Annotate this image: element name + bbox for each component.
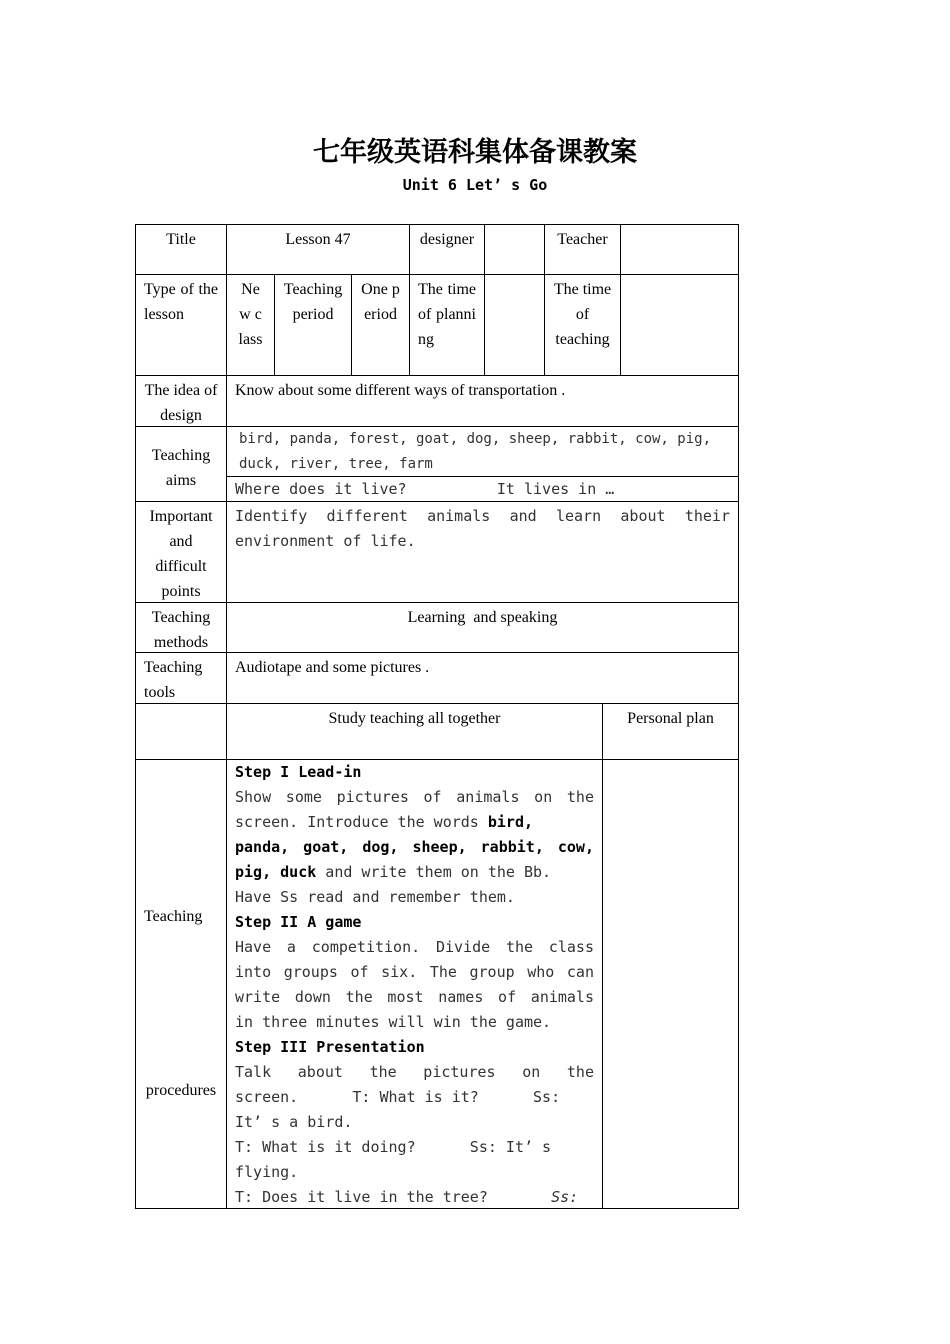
page-subtitle: Unit 6 Let’ s Go bbox=[402, 176, 548, 194]
lesson-plan-table bbox=[135, 224, 739, 1209]
points-label: Important and difficult points bbox=[149, 508, 213, 600]
step3-title: Step III Presentation bbox=[235, 1038, 425, 1056]
procedure-line: flying. bbox=[235, 1163, 299, 1181]
methods-value: Learning and speaking bbox=[407, 609, 558, 626]
procedure-line: Talk about the pictures on the bbox=[235, 1063, 594, 1081]
designer-label: designer bbox=[419, 231, 475, 248]
personal-plan-value bbox=[603, 760, 738, 1208]
teaching-period: Teaching period bbox=[283, 281, 343, 323]
procedure-line: Have a competition. Divide the class bbox=[235, 938, 594, 956]
procedure-line: pig, duck and write them on the Bb. bbox=[235, 863, 552, 881]
idea-label: The idea of design bbox=[144, 382, 218, 424]
procedure-line: Show some pictures of animals on the bbox=[235, 788, 594, 806]
lesson-name: Lesson 47 bbox=[285, 231, 351, 248]
aims-label: Teaching aims bbox=[151, 447, 211, 489]
study-together-header: Study teaching all together bbox=[328, 710, 501, 727]
procedure-line: in three minutes will win the game. bbox=[235, 1013, 552, 1031]
idea-value: Know about some different ways of transportation . bbox=[235, 382, 566, 399]
procedures-label-bottom: procedures bbox=[145, 1082, 217, 1099]
procedure-line: T: What is it doing? Ss: It’ s bbox=[235, 1138, 552, 1156]
teaching-time-value bbox=[621, 275, 738, 375]
procedure-line: screen. T: What is it? Ss: bbox=[235, 1088, 561, 1106]
procedure-content bbox=[227, 760, 602, 1208]
methods-label: Teaching methods bbox=[151, 609, 211, 651]
step2-title: Step II A game bbox=[235, 913, 362, 931]
aims-sentence: Where does it live? It lives in … bbox=[235, 480, 615, 498]
page-title: 七年级英语科集体备课教案 bbox=[313, 137, 637, 168]
teacher-label: Teacher bbox=[557, 231, 608, 248]
one-period: One period bbox=[361, 281, 400, 323]
aims-words: bird, panda, forest, goat, dog, sheep, rabbit, cow, pig, duck, river, tree, farm bbox=[239, 431, 712, 472]
procedure-line: into groups of six. The group who can bbox=[235, 963, 594, 981]
designer-value bbox=[485, 225, 544, 274]
planning-time-value bbox=[485, 275, 544, 375]
procedure-line: screen. Introduce the words bird, bbox=[235, 813, 534, 831]
procedure-line: Have Ss read and remember them. bbox=[235, 888, 515, 906]
points-value: Identify different animals and learn about their environment of life. bbox=[235, 507, 730, 550]
table-border-right bbox=[738, 224, 739, 1209]
personal-plan-header: Personal plan bbox=[627, 710, 714, 727]
tools-label: Teaching tools bbox=[144, 659, 203, 701]
procedure-line: It’ s a bird. bbox=[235, 1113, 353, 1131]
type-of-lesson-label: Type of the lesson bbox=[144, 281, 218, 323]
new-class: New class bbox=[238, 281, 263, 348]
procedure-line: panda, goat, dog, sheep, rabbit, cow, bbox=[235, 838, 594, 856]
procedure-line: write down the most names of animals bbox=[235, 988, 594, 1006]
teacher-value bbox=[621, 225, 738, 274]
planning-time-label: The time of planning bbox=[418, 281, 476, 348]
procedures-label-top: Teaching bbox=[144, 908, 203, 925]
step1-title: Step I Lead-in bbox=[235, 763, 362, 781]
title-label: Title bbox=[166, 231, 196, 248]
tools-value: Audiotape and some pictures . bbox=[235, 659, 430, 676]
teaching-time-label: The time of teaching bbox=[553, 281, 612, 348]
procedure-line: T: Does it live in the tree? Ss: bbox=[235, 1188, 579, 1206]
